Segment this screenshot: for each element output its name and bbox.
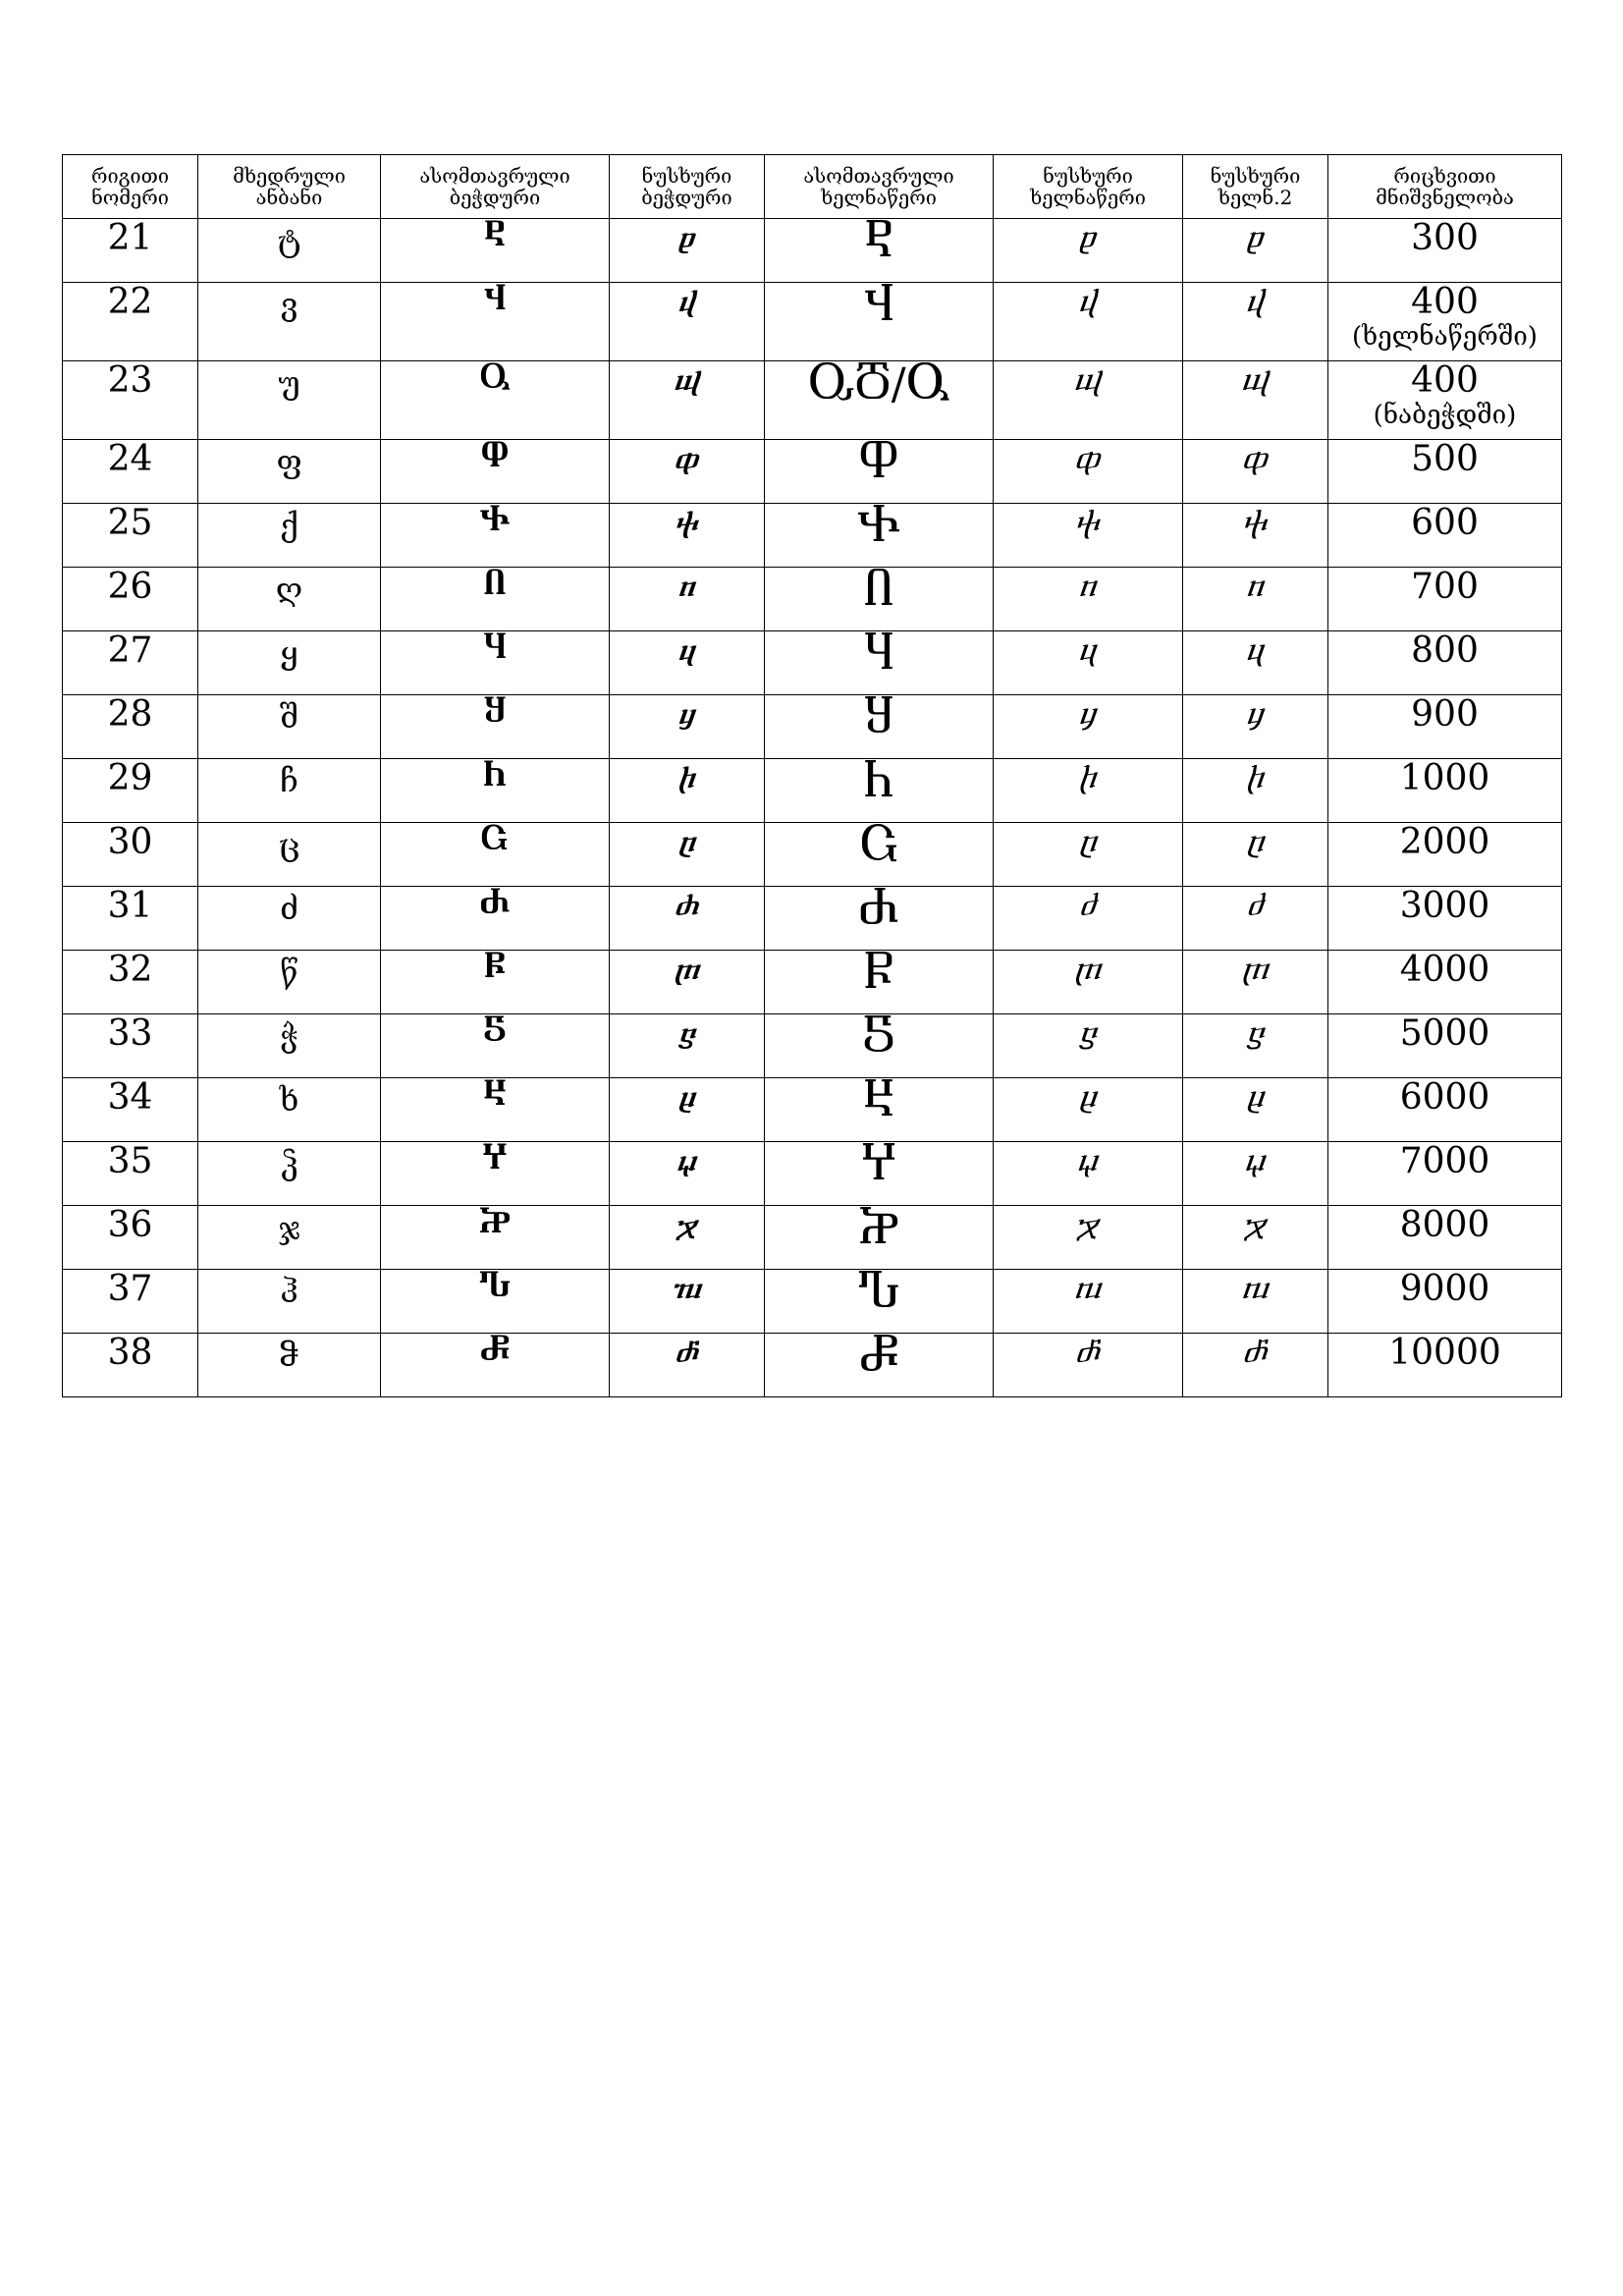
table-row (63, 1078, 1562, 1142)
nuskhuri-print-cell: ⴕ (610, 504, 765, 568)
asomtavruli-print-cell: Ⴖ (381, 568, 610, 631)
serial-number-cell: 24 (63, 440, 198, 504)
numeric-value-cell (1328, 823, 1562, 887)
serial-number-cell: 38 (63, 1334, 198, 1397)
serial-number-cell: 21 (63, 219, 198, 283)
asomtavruli-print-cell: Ⴟ (381, 1206, 610, 1270)
nuskhuri-print-cell: ⴤ (610, 1142, 765, 1206)
asomtavruli-print-cell: Ⴥ (381, 1334, 610, 1397)
header-asomtavruli-handwritten: ასომთავრული ხელნაწერი (765, 155, 994, 219)
nuskhuri-handwritten-2-cell: ⴟ (1183, 1206, 1328, 1270)
table-row (63, 568, 1562, 631)
nuskhuri-handwritten-cell: ⴓ (994, 361, 1183, 440)
numeric-value: 600 (1411, 503, 1479, 543)
numeric-value-cell (1328, 361, 1562, 440)
mkhedruli-letter-cell: შ (198, 695, 381, 759)
nuskhuri-handwritten-cell: ⴣ (994, 283, 1183, 361)
table-row (63, 951, 1562, 1014)
numeric-value-cell (1328, 283, 1562, 361)
nuskhuri-handwritten-2-cell: ⴠ (1183, 1270, 1328, 1334)
asomtavruli-handwritten-cell: Ⴒ (765, 219, 994, 283)
table-row (63, 887, 1562, 951)
serial-number-cell: 23 (63, 361, 198, 440)
numeric-value: 500 (1411, 439, 1479, 479)
serial-number-cell: 37 (63, 1270, 198, 1334)
nuskhuri-handwritten-cell: ⴞ (994, 1078, 1183, 1142)
asomtavruli-print-cell: Ⴒ (381, 219, 610, 283)
numeric-value: 800 (1411, 630, 1479, 671)
serial-number-cell: 33 (63, 1014, 198, 1078)
numeric-value-cell (1328, 504, 1562, 568)
numeric-value-cell (1328, 1334, 1562, 1397)
asomtavruli-handwritten-cell: Ⴗ (765, 631, 994, 695)
nuskhuri-print-cell: ⴞ (610, 1078, 765, 1142)
nuskhuri-handwritten-cell: ⴗ (994, 631, 1183, 695)
nuskhuri-print-cell: ⴚ (610, 823, 765, 887)
asomtavruli-handwritten-cell: Ⴖ (765, 568, 994, 631)
nuskhuri-print-cell: ⴥ (610, 1334, 765, 1397)
header-nuskhuri-handwritten-2: ნუსხური ხელნ.2 (1183, 155, 1328, 219)
nuskhuri-handwritten-cell: ⴟ (994, 1206, 1183, 1270)
nuskhuri-handwritten-cell: ⴝ (994, 1014, 1183, 1078)
nuskhuri-handwritten-cell: ⴠ (994, 1270, 1183, 1334)
numeric-value-note: (ხელნაწერში) (1352, 322, 1538, 352)
table-row (63, 219, 1562, 283)
numeric-value-cell (1328, 951, 1562, 1014)
georgian-alphabet-table (62, 154, 1562, 1397)
numeric-value: 3000 (1399, 886, 1490, 926)
mkhedruli-letter-cell: ჭ (198, 1014, 381, 1078)
nuskhuri-print-cell: ⴙ (610, 759, 765, 823)
table-row (63, 823, 1562, 887)
asomtavruli-print-cell: Ⴞ (381, 1078, 610, 1142)
asomtavruli-print-cell: Ⴚ (381, 823, 610, 887)
serial-number-cell: 26 (63, 568, 198, 631)
nuskhuri-print-cell: ⴖ (610, 568, 765, 631)
serial-number-cell: 32 (63, 951, 198, 1014)
asomtavruli-print-cell: Ⴣ (381, 283, 610, 361)
header-nuskhuri-handwritten: ნუსხური ხელნაწერი (994, 155, 1183, 219)
mkhedruli-letter-cell: უ (198, 361, 381, 440)
numeric-value: 900 (1411, 694, 1479, 735)
nuskhuri-handwritten-cell: ⴘ (994, 695, 1183, 759)
mkhedruli-letter-cell: ღ (198, 568, 381, 631)
serial-number-cell: 25 (63, 504, 198, 568)
numeric-value-cell (1328, 440, 1562, 504)
numeric-value-cell (1328, 219, 1562, 283)
nuskhuri-handwritten-cell: ⴤ (994, 1142, 1183, 1206)
header-numeric-value: რიცხვითი მნიშვნელობა (1328, 155, 1562, 219)
serial-number-cell: 22 (63, 283, 198, 361)
nuskhuri-print-cell: ⴘ (610, 695, 765, 759)
asomtavruli-handwritten-cell: Ⴜ (765, 951, 994, 1014)
mkhedruli-letter-cell: ჰ (198, 1270, 381, 1334)
numeric-value: 400 (1411, 360, 1479, 401)
nuskhuri-print-cell: ⴝ (610, 1014, 765, 1078)
nuskhuri-print-cell: ⴗ (610, 631, 765, 695)
nuskhuri-handwritten-cell: ⴖ (994, 568, 1183, 631)
nuskhuri-handwritten-2-cell: ⴥ (1183, 1334, 1328, 1397)
nuskhuri-handwritten-2-cell: ⴝ (1183, 1014, 1328, 1078)
nuskhuri-handwritten-cell: ⴕ (994, 504, 1183, 568)
numeric-value-cell (1328, 1078, 1562, 1142)
serial-number-cell: 34 (63, 1078, 198, 1142)
numeric-value: 5000 (1399, 1013, 1490, 1054)
asomtavruli-print-cell: Ⴘ (381, 695, 610, 759)
nuskhuri-handwritten-2-cell: ⴛ (1183, 887, 1328, 951)
header-row (63, 155, 1562, 219)
asomtavruli-handwritten-cell: Ⴟ (765, 1206, 994, 1270)
nuskhuri-handwritten-cell: ⴙ (994, 759, 1183, 823)
asomtavruli-handwritten-cell: Ⴚ (765, 823, 994, 887)
mkhedruli-letter-cell: ქ (198, 504, 381, 568)
nuskhuri-handwritten-2-cell: ⴞ (1183, 1078, 1328, 1142)
asomtavruli-handwritten-cell: Ⴥ (765, 1334, 994, 1397)
nuskhuri-handwritten-2-cell: ⴔ (1183, 440, 1328, 504)
nuskhuri-handwritten-2-cell: ⴤ (1183, 1142, 1328, 1206)
serial-number-cell: 31 (63, 887, 198, 951)
table-row (63, 759, 1562, 823)
mkhedruli-letter-cell: ჵ (198, 1334, 381, 1397)
mkhedruli-letter-cell: ჯ (198, 1206, 381, 1270)
serial-number-cell: 29 (63, 759, 198, 823)
asomtavruli-print-cell: Ⴔ (381, 440, 610, 504)
asomtavruli-handwritten-cell: ႭႣ/Ⴓ (765, 361, 994, 440)
asomtavruli-handwritten-cell: Ⴛ (765, 887, 994, 951)
table-row (63, 1206, 1562, 1270)
numeric-value-cell (1328, 1014, 1562, 1078)
numeric-value-cell (1328, 695, 1562, 759)
serial-number-cell: 36 (63, 1206, 198, 1270)
header-serial-number: რიგითი ნომერი (63, 155, 198, 219)
nuskhuri-handwritten-2-cell: ⴗ (1183, 631, 1328, 695)
serial-number-cell: 35 (63, 1142, 198, 1206)
numeric-value-cell (1328, 568, 1562, 631)
mkhedruli-letter-cell: ფ (198, 440, 381, 504)
numeric-value-cell (1328, 1270, 1562, 1334)
asomtavruli-print-cell: Ⴤ (381, 1142, 610, 1206)
serial-number-cell: 27 (63, 631, 198, 695)
table-row (63, 1334, 1562, 1397)
asomtavruli-handwritten-cell: Ⴤ (765, 1142, 994, 1206)
nuskhuri-handwritten-cell: ⴥ (994, 1334, 1183, 1397)
nuskhuri-handwritten-2-cell: ⴚ (1183, 823, 1328, 887)
asomtavruli-handwritten-cell: Ⴠ (765, 1270, 994, 1334)
nuskhuri-print-cell: ⴒ (610, 219, 765, 283)
nuskhuri-handwritten-2-cell: ⴙ (1183, 759, 1328, 823)
asomtavruli-print-cell: Ⴛ (381, 887, 610, 951)
nuskhuri-handwritten-cell: ⴚ (994, 823, 1183, 887)
asomtavruli-handwritten-cell: Ⴣ (765, 283, 994, 361)
mkhedruli-letter-cell: ტ (198, 219, 381, 283)
asomtavruli-print-cell: Ⴕ (381, 504, 610, 568)
asomtavruli-print-cell: Ⴝ (381, 1014, 610, 1078)
numeric-value-cell (1328, 759, 1562, 823)
nuskhuri-handwritten-2-cell: ⴜ (1183, 951, 1328, 1014)
asomtavruli-handwritten-cell: Ⴙ (765, 759, 994, 823)
asomtavruli-print-cell: Ⴜ (381, 951, 610, 1014)
table-row (63, 1142, 1562, 1206)
numeric-value: 6000 (1399, 1077, 1490, 1118)
asomtavruli-handwritten-cell: Ⴝ (765, 1014, 994, 1078)
nuskhuri-print-cell: ⴜ (610, 951, 765, 1014)
nuskhuri-print-cell: ⴟ (610, 1206, 765, 1270)
asomtavruli-print-cell: Ⴠ (381, 1270, 610, 1334)
asomtavruli-handwritten-cell: Ⴘ (765, 695, 994, 759)
nuskhuri-print-cell: ⴓ (610, 361, 765, 440)
mkhedruli-letter-cell: წ (198, 951, 381, 1014)
numeric-value-cell (1328, 1206, 1562, 1270)
numeric-value-cell (1328, 1142, 1562, 1206)
header-asomtavruli-print: ასომთავრული ბეჭდური (381, 155, 610, 219)
table-row (63, 440, 1562, 504)
mkhedruli-letter-cell: ყ (198, 631, 381, 695)
nuskhuri-handwritten-2-cell: ⴖ (1183, 568, 1328, 631)
mkhedruli-letter-cell: ძ (198, 887, 381, 951)
numeric-value: 400 (1411, 282, 1479, 322)
nuskhuri-handwritten-2-cell: ⴣ (1183, 283, 1328, 361)
nuskhuri-handwritten-cell: ⴒ (994, 219, 1183, 283)
numeric-value: 300 (1411, 218, 1479, 258)
table-row (63, 631, 1562, 695)
numeric-value: 2000 (1399, 822, 1490, 862)
table-row (63, 695, 1562, 759)
nuskhuri-handwritten-cell: ⴜ (994, 951, 1183, 1014)
nuskhuri-print-cell: ⴠ (610, 1270, 765, 1334)
mkhedruli-letter-cell: ხ (198, 1078, 381, 1142)
table-row (63, 283, 1562, 361)
numeric-value-note: (ნაბეჭდში) (1373, 401, 1517, 430)
nuskhuri-handwritten-cell: ⴔ (994, 440, 1183, 504)
mkhedruli-letter-cell: ჩ (198, 759, 381, 823)
nuskhuri-handwritten-2-cell: ⴒ (1183, 219, 1328, 283)
nuskhuri-handwritten-2-cell: ⴕ (1183, 504, 1328, 568)
numeric-value-cell (1328, 887, 1562, 951)
nuskhuri-handwritten-2-cell: ⴘ (1183, 695, 1328, 759)
nuskhuri-print-cell: ⴣ (610, 283, 765, 361)
table-row (63, 361, 1562, 440)
mkhedruli-letter-cell: ც (198, 823, 381, 887)
mkhedruli-letter-cell: ჴ (198, 1142, 381, 1206)
nuskhuri-print-cell: ⴛ (610, 887, 765, 951)
header-nuskhuri-print: ნუსხური ბეჭდური (610, 155, 765, 219)
numeric-value: 9000 (1399, 1269, 1490, 1309)
numeric-value: 1000 (1399, 758, 1490, 798)
serial-number-cell: 28 (63, 695, 198, 759)
serial-number-cell: 30 (63, 823, 198, 887)
numeric-value: 8000 (1399, 1205, 1490, 1245)
numeric-value: 4000 (1399, 950, 1490, 990)
asomtavruli-handwritten-cell: Ⴕ (765, 504, 994, 568)
numeric-value: 700 (1411, 567, 1479, 607)
nuskhuri-handwritten-cell: ⴛ (994, 887, 1183, 951)
numeric-value: 7000 (1399, 1141, 1490, 1181)
table-row (63, 504, 1562, 568)
asomtavruli-handwritten-cell: Ⴔ (765, 440, 994, 504)
asomtavruli-handwritten-cell: Ⴞ (765, 1078, 994, 1142)
numeric-value: 10000 (1388, 1333, 1501, 1373)
header-mkhedruli: მხედრული ანბანი (198, 155, 381, 219)
asomtavruli-print-cell: Ⴓ (381, 361, 610, 440)
nuskhuri-print-cell: ⴔ (610, 440, 765, 504)
mkhedruli-letter-cell: ვ (198, 283, 381, 361)
asomtavruli-print-cell: Ⴗ (381, 631, 610, 695)
asomtavruli-print-cell: Ⴙ (381, 759, 610, 823)
table-row (63, 1014, 1562, 1078)
nuskhuri-handwritten-2-cell: ⴓ (1183, 361, 1328, 440)
numeric-value-cell (1328, 631, 1562, 695)
table-row (63, 1270, 1562, 1334)
